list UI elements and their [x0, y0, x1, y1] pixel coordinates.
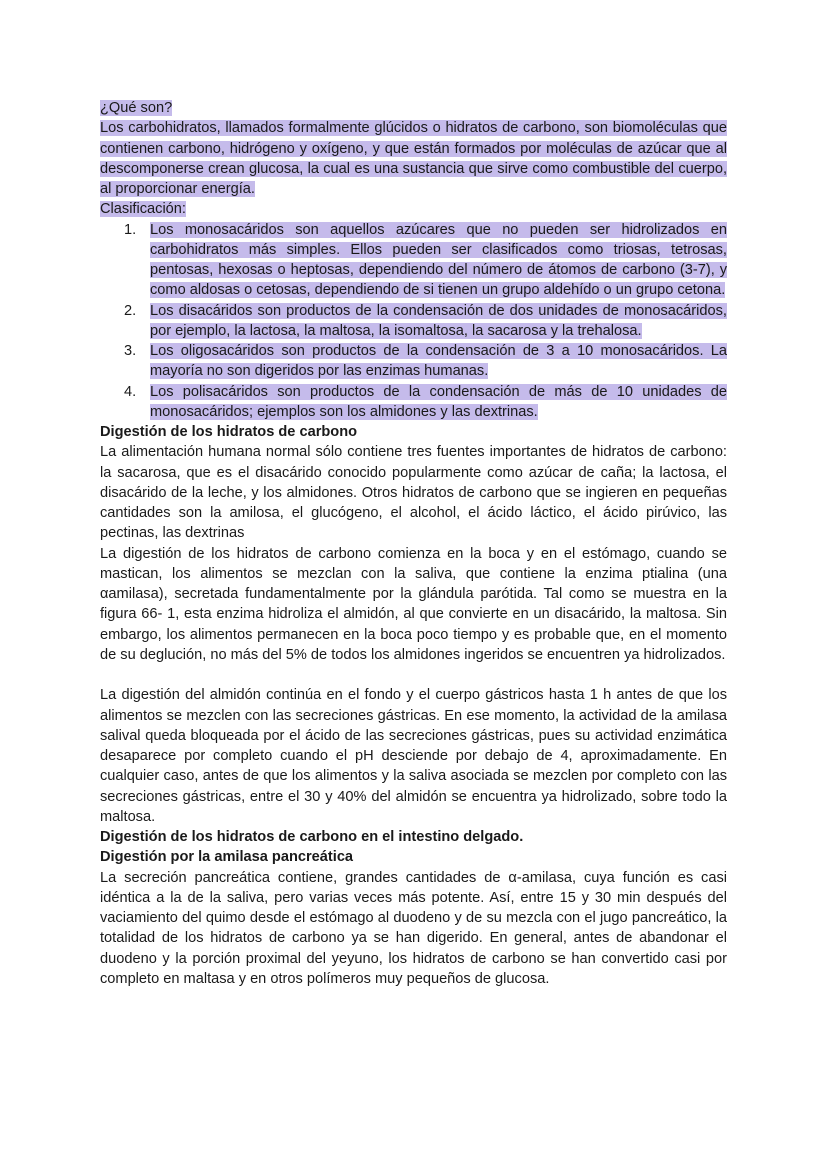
list-number: 2. [124, 302, 137, 319]
section-heading: Digestión de los hidratos de carbono [100, 424, 358, 440]
list-number: 4. [124, 383, 137, 400]
list-item [100, 382, 727, 423]
list-number: 1. [124, 221, 137, 238]
list-item [100, 341, 727, 382]
list-item-text: Los oligosacáridos son productos de la condensación de 3 a 10 monosacáridos. La mayoría no son digeridos por las enzimas humanas. [150, 343, 727, 380]
document-content [100, 98, 727, 989]
list-item-text: Los monosacáridos son aquellos azúcares que no pueden ser hidrolizados en carbohidratos más simples. Ellos pueden ser clasificados como triosas, tetrosas, pentosas, hexosas o heptosas, dependiendo del número de átomos de carbono (3-7), y como aldosas o cetosas, dependiendo de si tienen un grupo aldehído o un grupo cetona. [150, 221, 727, 299]
list-item-text: Los polisacáridos son productos de la condensación de más de 10 unidades de monosacáridos; ejemplos son los almidones y las dextrinas. [150, 383, 727, 420]
subsection-heading: Digestión por la amilasa pancreática [100, 849, 354, 866]
highlight: Clasificación: [100, 201, 186, 218]
question-line [100, 98, 727, 118]
paragraph: La secreción pancreática contiene, grandes cantidades de α-amilasa, cuya función es casi idéntica a la de la saliva, pero varias veces más potente. Así, entre 15 y 30 min después del vaciamiento del quimo desde el estómago al duodeno y de su mezcla con el jugo pancreático, la totalidad de los hidratos de carbono ya se han digerido. En general, antes de abandonar el duodeno y la porción proximal del yeyuno, los hidratos de carbono se han convertido casi por completo en maltasa y en otros polímeros muy pequeños de glucosa. [100, 869, 727, 987]
list-number: 3. [124, 343, 137, 359]
classification-list [100, 220, 727, 423]
highlight: Los carbohidratos, llamados formalmente glúcidos o hidratos de carbono, son biomoléculas que contienen carbono, hidrógeno y oxígeno, y que están formados por moléculas de azúcar que al descomponerse crean glucosa, la cual es una sustancia que sirve como combustible del cuerpo, al proporcionar energía. [100, 120, 727, 197]
definition-paragraph [100, 118, 727, 199]
paragraph: La digestión del almidón continúa en el fondo y el cuerpo gástricos hasta 1 h antes de que los alimentos se mezclen con las secreciones gástricas. En ese momento, la actividad de la amilasa salival queda bloqueada por el ácido de las secreciones gástricas, pues su actividad enzimática desaparece por completo cuando el pH desciende por debajo de 4, aproximadamente. En cualquier caso, antes de que los alimentos y la saliva asociada se mezclen por completo con las secreciones gástricas, entre el 30 y 40% del almidón se encuentra ya hidrolizado, sobre todo la maltosa. [100, 687, 727, 825]
highlight: ¿Qué son? [100, 100, 173, 116]
section-heading: Digestión de los hidratos de carbono en el intestino delgado. [100, 829, 524, 845]
blank-line [100, 665, 727, 685]
classification-label [100, 199, 727, 219]
list-item-text: Los disacáridos son productos de la condensación de dos unidades de monosacáridos, por ejemplo, la lactosa, la maltosa, la isomaltosa, la sacarosa y la trehalosa. [150, 302, 727, 339]
list-item [100, 220, 727, 301]
paragraph: La alimentación humana normal sólo contiene tres fuentes importantes de hidratos de carbono: la sacarosa, que es el disacárido conocido popularmente como azúcar de caña; la lactosa, el disacárido de la leche, y los almidones. Otros hidratos de carbono que se ingieren en pequeñas cantidades son la amilosa, el glucógeno, el alcohol, el ácido láctico, el ácido pirúvico, las pectinas, las dextrinas [100, 444, 727, 542]
paragraph: La digestión de los hidratos de carbono comienza en la boca y en el estómago, cuando se mastican, los alimentos se mezclan con la saliva, que contiene la enzima ptialina (una αamilasa), secretada fundamentalmente por la glándula parótida. Tal como se muestra en la figura 66- 1, esta enzima hidroliza el almidón, al que convierte en un disacárido, la maltosa. Sin embargo, los alimentos permanecen en la boca poco tiempo y es probable que, en el momento de su deglución, no más del 5% de todos los almidones ingeridos se encuentren ya hidrolizados. [100, 545, 727, 663]
list-item [100, 301, 727, 342]
